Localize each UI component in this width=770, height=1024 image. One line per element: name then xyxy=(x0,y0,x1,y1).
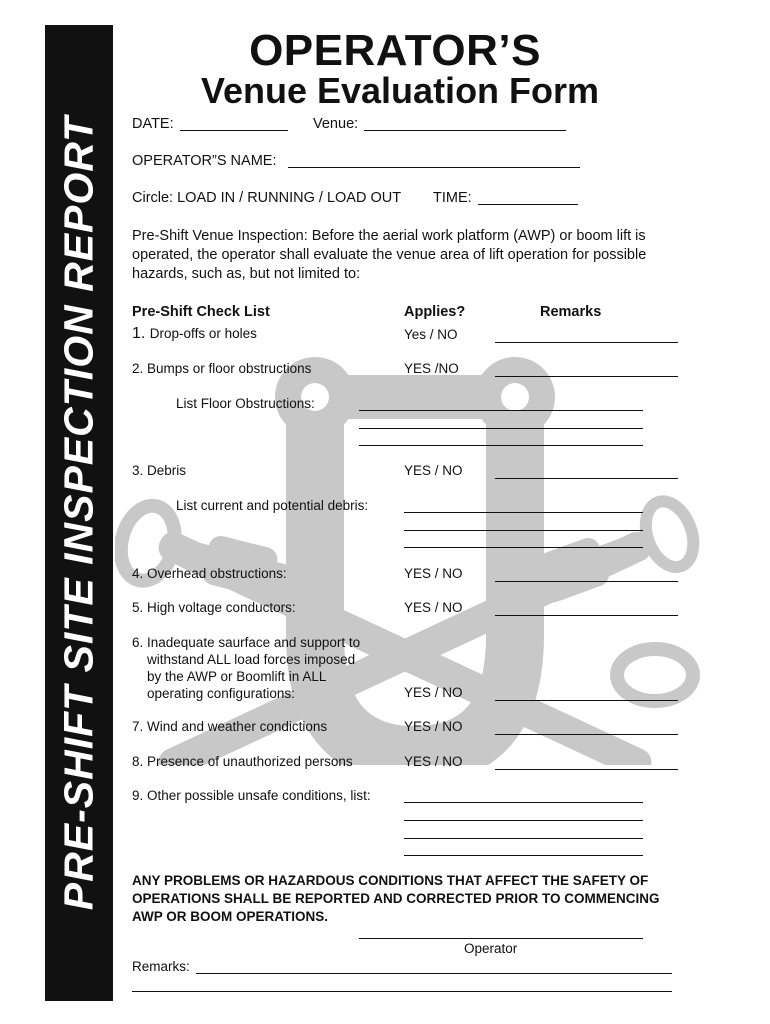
applies-toggle-3[interactable]: YES / NO xyxy=(404,463,463,478)
venue-field[interactable] xyxy=(364,130,566,131)
time-field[interactable] xyxy=(478,204,578,205)
remarks-field-7[interactable] xyxy=(495,734,678,735)
remarks-field-2[interactable] xyxy=(495,376,678,377)
remarks-line-2[interactable] xyxy=(132,991,672,992)
venue-label: Venue: xyxy=(313,116,359,132)
time-label: TIME: xyxy=(433,190,472,206)
applies-toggle-5[interactable]: YES / NO xyxy=(404,600,463,615)
checklist-item-6 xyxy=(132,634,360,702)
side-banner xyxy=(45,25,113,1001)
form-title: OPERATOR’S xyxy=(249,26,541,75)
checklist-item-3: 3. Debris xyxy=(132,463,187,478)
remarks-field-6[interactable] xyxy=(495,700,678,701)
floor-obstructions-line-1[interactable] xyxy=(359,410,643,411)
checklist-item-number: 1. xyxy=(132,325,146,342)
remarks-label: Remarks: xyxy=(132,959,190,974)
checklist-header-item: Pre-Shift Check List xyxy=(132,304,270,320)
operator-name-field[interactable] xyxy=(288,167,580,168)
debris-line-3[interactable] xyxy=(404,547,643,548)
date-label: DATE: xyxy=(132,116,174,132)
debris-line-2[interactable] xyxy=(404,530,643,531)
operator-signature-line[interactable] xyxy=(359,938,643,939)
checklist-item-label: Drop-offs or holes xyxy=(149,326,257,341)
checklist-item-1 xyxy=(132,325,257,343)
remarks-field-5[interactable] xyxy=(495,615,678,616)
other-conditions-line-2[interactable] xyxy=(404,820,643,821)
date-field[interactable] xyxy=(180,130,288,131)
remarks-line-1[interactable] xyxy=(196,973,672,974)
applies-toggle-8[interactable]: YES / NO xyxy=(404,754,463,769)
other-conditions-line-4[interactable] xyxy=(404,855,643,856)
operator-label: Operator xyxy=(464,941,518,956)
remarks-field-4[interactable] xyxy=(495,581,678,582)
floor-obstructions-label: List Floor Obstructions: xyxy=(176,396,315,411)
intro-paragraph: Pre-Shift Venue Inspection: Before the aerial work platform (AWP) or boom lift is operated, the operator shall evaluate the venue area of lift operation for possible hazards, such as, but not limited to: xyxy=(132,228,647,282)
checklist-item-2: 2. Bumps or floor obstructions xyxy=(132,361,312,376)
checklist-item-8: 8. Presence of unauthorized persons xyxy=(132,754,353,769)
other-conditions-line-3[interactable] xyxy=(404,838,643,839)
checklist-item-6-line: operating configurations: xyxy=(147,686,295,701)
remarks-field-8[interactable] xyxy=(495,769,678,770)
safety-warning: ANY PROBLEMS OR HAZARDOUS CONDITIONS THAT AFFECT THE SAFETY OF OPERATIONS SHALL BE REPORTED AND CORRECTED PRIOR TO COMMENCING AWP OR BOOM OPERATIONS. xyxy=(132,873,660,924)
checklist-item-7: 7. Wind and weather condictions xyxy=(132,719,328,734)
remarks-field-3[interactable] xyxy=(495,478,678,479)
checklist-header-remarks: Remarks xyxy=(540,304,602,320)
form-subtitle: Venue Evaluation Form xyxy=(200,70,600,111)
remarks-field-1[interactable] xyxy=(495,342,678,343)
operator-name-label: OPERATOR”S NAME: xyxy=(132,153,277,169)
checklist-item-6-line: by the AWP or Boomlift in ALL xyxy=(147,669,327,684)
checklist-item-4: 4. Overhead obstructions: xyxy=(132,566,287,581)
applies-toggle-4[interactable]: YES / NO xyxy=(404,566,463,581)
applies-toggle-2[interactable]: YES /NO xyxy=(404,361,459,376)
checklist-item-5: 5. High voltage conductors: xyxy=(132,600,296,615)
side-banner-text: PRE-SHIFT SITE INSPECTION REPORT xyxy=(55,115,102,911)
other-conditions-line-1[interactable] xyxy=(404,802,643,803)
checklist-item-6-line: withstand ALL load forces imposed xyxy=(147,652,356,667)
checklist-item-6-line: 6. Inadequate saurface and support to xyxy=(132,635,361,650)
floor-obstructions-line-2[interactable] xyxy=(359,428,643,429)
checklist-item-9: 9. Other possible unsafe conditions, list: xyxy=(132,788,371,803)
floor-obstructions-line-3[interactable] xyxy=(359,445,643,446)
checklist-header-applies: Applies? xyxy=(404,304,466,320)
debris-line-1[interactable] xyxy=(404,512,643,513)
load-status-label: Circle: LOAD IN / RUNNING / LOAD OUT xyxy=(132,190,402,206)
applies-toggle-6[interactable]: YES / NO xyxy=(404,685,463,700)
applies-toggle-7[interactable]: YES / NO xyxy=(404,719,463,734)
debris-label: List current and potential debris: xyxy=(176,498,369,513)
applies-toggle-1[interactable]: Yes / NO xyxy=(404,327,458,342)
